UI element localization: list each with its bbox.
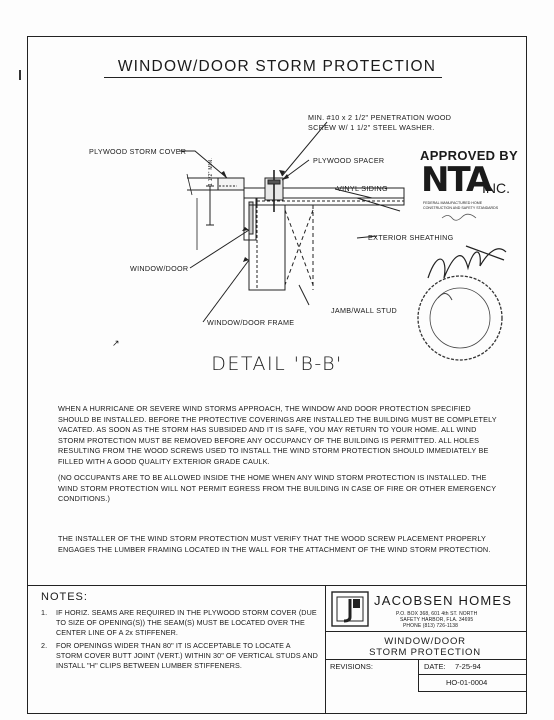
instructions-paragraph-1: WHEN A HURRICANE OR SEVERE WIND STORMS APPROACH, THE WINDOW AND DOOR PROTECTION SPECIFIED SHOULD BE INSTALLED. BEFORE THE PROTECTIVE COVERINGS ARE INSTALLED THE BUILDING MUST BE COMPLETELY VACATED. AS SOON AS THE STORM HAS SUBSIDED AND IT IS SAFE, YOU MAY RETURN TO YOUR HOME. ALL WIND STORM PROTECTION MUST BE REMOVED BEFORE ANY OCCUPANCY OF THE BUILDING IS PERMITTED. ALL HOLES RESULTING FROM THE WOOD SCREWS USED TO INSTALL THE WIND STORM PROTECTION SHOULD IMMEDIATELY BE FILLED WITH A GOOD QUALITY EXTERIOR GRADE CAULK. <box>58 404 497 466</box>
date-value: 7-25-94 <box>455 662 481 671</box>
jacobsen-logo <box>331 591 369 627</box>
plywood-spacer-label: PLYWOOD SPACER <box>313 156 385 165</box>
window-door-frame-label: WINDOW/DOOR FRAME <box>207 318 295 327</box>
plywood-storm-cover-label: PLYWOOD STORM COVER <box>89 147 187 156</box>
revisions-label: REVISIONS: <box>330 662 373 671</box>
note-2-text: FOR OPENINGS WIDER THAN 80" IT IS ACCEPTABLE TO LOCATE A STORM COVER BUTT JOINT (VERT.) WITHIN 30" OF VERTICAL STUDS AND INSTALL "H" CLIPS BETWEEN LUMBER STIFFENERS. <box>56 641 318 670</box>
company-address-2: SAFETY HARBOR, FLA. 34695 <box>400 617 474 623</box>
vinyl-siding-label: VINYL SIDING <box>337 184 388 193</box>
nta-inc-text: INC. <box>482 180 510 196</box>
drawing-number: HO-01-0004 <box>446 678 488 687</box>
nta-fine-print: FEDERAL MANUFACTURED HOME CONSTRUCTION AND SAFETY STANDARDS <box>423 201 499 210</box>
instructions-paragraph-2: (NO OCCUPANTS ARE TO BE ALLOWED INSIDE THE HOME WHEN ANY WIND STORM PROTECTION IS INSTALLED. THE WIND STORM PROTECTION WILL NOT PERMIT EGRESS FROM THE BUILDING IN CASE OF FIRE OR OTHER EMERGENCY CONDITIONS.) <box>58 473 497 503</box>
instructions-paragraph-3: THE INSTALLER OF THE WIND STORM PROTECTION MUST VERIFY THAT THE WOOD SCREW PLACEMENT PROPERLY ENGAGES THE LUMBER FRAMING LOCATED IN THE WALL FOR THE ATTACHMENT OF THE WIND STORM PROTECTION. <box>58 534 491 554</box>
stray-mark: ↗ <box>112 338 120 348</box>
company-phone: PHONE (813) 726-1138 <box>403 623 458 629</box>
drawing-title-line2: STORM PROTECTION <box>369 647 481 658</box>
title-block-divider-3 <box>418 674 527 675</box>
company-address-1: P.O. BOX 368, 601 4th ST. NORTH <box>396 611 478 617</box>
nta-logo: NTA <box>421 160 491 200</box>
drawing-title-line1: WINDOW/DOOR <box>384 636 466 647</box>
exterior-sheathing-label: EXTERIOR SHEATHING <box>368 233 454 242</box>
detail-label: DETAIL 'B-B' <box>211 353 343 375</box>
title-underline <box>104 77 442 78</box>
title-block-divider-2 <box>325 659 527 660</box>
company-name: JACOBSEN HOMES <box>374 593 513 608</box>
plywood-storm-cover-shape <box>218 178 244 190</box>
screw-callout-line1: MIN. #10 x 2 1/2" PENETRATION WOOD <box>308 113 452 122</box>
nta-signature <box>440 212 480 222</box>
dimension-label: 1 1/2" MIN. <box>208 157 214 186</box>
title-block-divider-4 <box>418 691 527 692</box>
jamb-wall-stud-shape <box>249 205 285 290</box>
approved-by-text: APPROVED BY <box>420 148 518 163</box>
jamb-wall-stud-label: JAMB/WALL STUD <box>331 306 397 315</box>
screw-callout-line2: SCREW W/ 1 1/2" STEEL WASHER. <box>308 123 435 132</box>
date-label: DATE: <box>424 662 446 671</box>
note-1-number: 1. <box>41 608 48 617</box>
drawing-title: WINDOW/DOOR STORM PROTECTION <box>117 58 437 75</box>
note-2-number: 2. <box>41 641 48 650</box>
title-block-divider-1 <box>325 631 527 632</box>
window-door-label: WINDOW/DOOR <box>130 264 189 273</box>
note-1-text: IF HORIZ. SEAMS ARE REQUIRED IN THE PLYWOOD STORM COVER (DUE TO SIZE OF OPENING(S)) THE SEAM(S) MUST BE LOCATED OVER THE CENTER LINE OF A 2x STIFFENER. <box>56 608 317 637</box>
notes-heading: NOTES: <box>41 591 88 603</box>
title-block-vertical-divider <box>418 659 419 691</box>
